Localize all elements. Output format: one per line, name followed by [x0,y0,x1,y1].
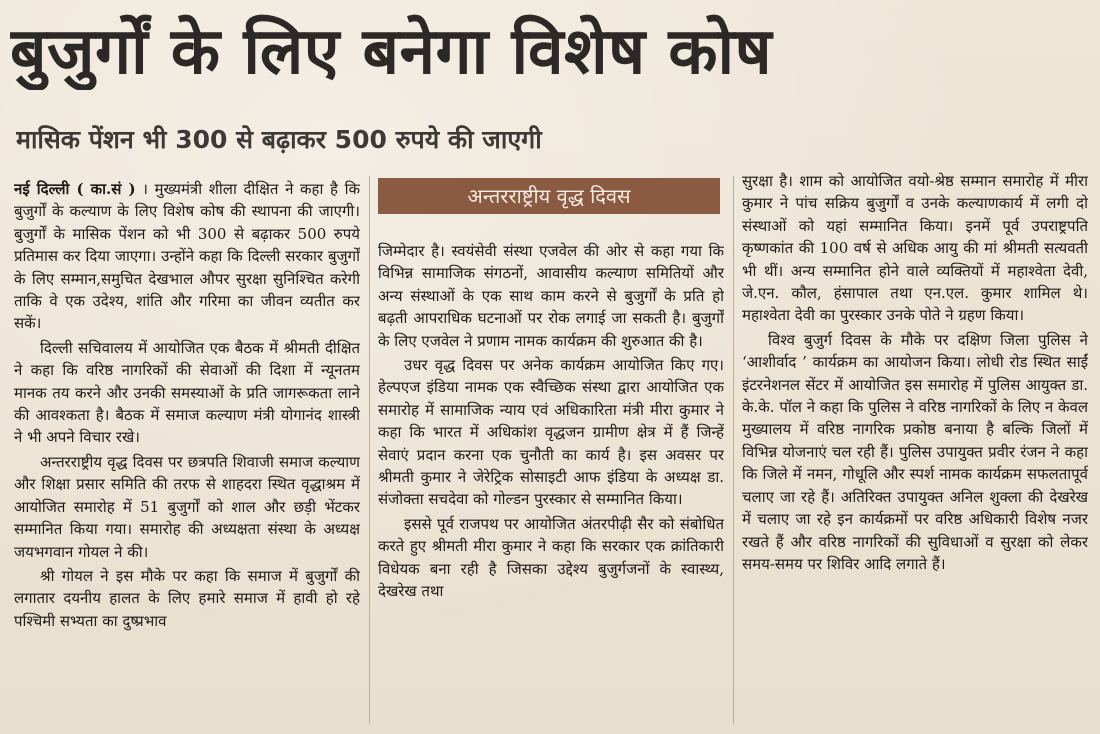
article-paragraph: दिल्ली सचिवालय में आयोजित एक बैठक में श्रीमती दीक्षित ने कहा कि वरिष्ठ नागरिकों की सेवाओं की दिशा में न्यूनतम मानक तय करने और उनकी समस्याओं के प्रति जागरूकता लाने की आवश्कता है। बैठक में समाज कल्याण मंत्री योगानंद शास्त्री ने भी अपने विचार रखे। [14,338,360,447]
subheadline: मासिक पेंशन भी 300 से बढ़ाकर 500 रुपये की जाएगी [16,125,542,154]
column-rule [369,176,370,724]
article-paragraph: नई दिल्ली ( का.सं ) । मुख्यमंत्री शीला दीक्षित ने कहा है कि बुजुर्गों के कल्याण के लिए विशेष कोष की स्थापना की जाएगी। बुजुर्गों के मासिक पेंशन को भी 300 से बढ़ाकर 500 रुपये प्रतिमास कर दिया जाएगा। उन्होंने कहा कि दिल्ली सरकार बुजुर्गों के लिए सम्मान,समुचित देखभाल औपर सुरक्षा सुनिश्चित करेगी ताकि वे एक उदेश्य, शांति और गरिमा का जीवन व्यतीत कर सकें। [14,180,360,333]
section-banner: अन्तरराष्ट्रीय वृद्ध दिवस [378,178,720,214]
article-paragraph: श्री गोयल ने इस मौके पर कहा कि समाज में बुजुर्गों की लगातार दयनीय हालत के लिए हमारे समाज में हावी हो रहे पश्चिमी सभ्यता का दुष्प्रभाव [14,566,360,630]
article-paragraph: इससे पूर्व राजपथ पर आयोजित अंतरपीढ़ी सैर को संबोधित करते हुए श्रीमती मीरा कुमार ने कहा कि सरकार एक क्रांतिकारी विधेयक बना रही है जिसका उद्देश्य बुजुर्गजनों के स्वास्थ्य, देखरेख तथा [378,514,724,601]
article-column-3 [742,170,1088,726]
article-paragraph: सुरक्षा है। शाम को आयोजित वयो-श्रेष्ठ सम्मान समारोह में मीरा कुमार ने पांच सक्रिय बुजुर्गों व उनके कल्याणकार्य में लगी दो संस्थाओं को यहां सम्मानित किया। इनमें पूर्व उपराष्ट्रपति कृष्णकांत की 100 वर्ष से अधिक आयु की मां श्रीमती सत्यवती भी थीं। अन्य सम्मानित होने वाले व्यक्तियों में महाश्वेता देवी, जे.एन. कौल, हंसापाल तथा एन.एल. कुमार शामिल थे। महाश्वेता देवी का पुरस्कार उनके पोते ने ग्रहण किया। [742,172,1088,325]
article-paragraph: अन्तरराष्ट्रीय वृद्ध दिवस पर छत्रपति शिवाजी समाज कल्याण और शिक्षा प्रसार समिति की तरफ से शाहदरा स्थित वृद्धाश्रम में आयोजित समारोह में 51 बुजुर्गों को शाल और छड़ी भेंटकर सम्मानित किया गया। समारोह की अध्यक्षता संस्था के अध्यक्ष जयभगवान गोयल ने की। [14,452,360,561]
article-paragraph: जिम्मेदार है। स्वयंसेवी संस्था एजवेल की ओर से कहा गया कि विभिन्न सामाजिक संगठनों, आवासीय कल्याण समितियों और अन्य संस्थाओं के एक साथ काम करने से बुजुर्गों के प्रति हो बढ़ती आपराधिक घटनाओं पर रोक लगाई जा सकती है। बुजुर्गों के लिए एजवेल ने प्रणाम नामक कार्यक्रम की शुरुआत की है। [378,242,724,350]
article-paragraph: उधर वृद्ध दिवस पर अनेक कार्यक्रम आयोजित किए गए। हेल्पएज इंडिया नामक एक स्वैच्छिक संस्था द्वारा आयोजित एक समारोह में सामाजिक न्याय एवं अधिकारिता मंत्री मीरा कुमार ने कहा कि भारत में अधिकांश वृद्धजन ग्रामीण क्षेत्र में हैं जिन्हें सेवाएं प्रदान करना एक चुनौती का कार्य है। इस अवसर पर श्रीमती कुमार ने जेरेट्रिक सोसाइटी आफ इंडिया के अध्यक्ष डा. संजोक्ता सचदेवा को गोल्डन पुरस्कार से सम्मानित किया। [378,356,724,509]
paragraph-text: मुख्यमंत्री शीला दीक्षित ने कहा है कि बुजुर्गों के कल्याण के लिए विशेष कोष की स्थापना की जाएगी। बुजुर्गों के मासिक पेंशन को भी 300 से बढ़ाकर 500 रुपये प्रतिमास कर दिया जाएगा। उन्होंने कहा कि दिल्ली सरकार बुजुर्गों के लिए सम्मान,समुचित देखभाल औपर सुरक्षा सुनिश्चित करेगी ताकि वे एक उदेश्य, शांति और गरिमा का जीवन व्यतीत कर सकें। [14,180,360,333]
column-rule [733,176,734,724]
headline: बुजुर्गों के लिए बनेगा विशेष कोष [10,15,773,89]
dateline: नई दिल्ली ( का.सं ) [14,180,136,198]
article-column-1 [14,178,360,730]
article-column-2 [378,240,724,730]
article-paragraph: विश्व बुजुर्ग दिवस के मौके पर दक्षिण जिला पुलिस ने ‘आशीर्वाद ’ कार्यक्रम का आयोजन किया। लोधी रोड स्थित साईं इंटरनेशनल सेंटर में आयोजित इस समारोह में पुलिस आयुक्त डा. के.के. पॉल ने कहा कि पुलिस ने वरिष्ठ नागरिकों के लिए न केवल मुख्यालय में वरिष्ठ नागरिक प्रकोष्ठ बनाया है बल्कि जिलों में विभिन्न योजनाएं चल रही हैं। पुलिस उपायुक्त प्रवीर रंजन ने कहा कि जिले में नमन, गोधूलि और स्पर्श नामक कार्यक्रम सफलतापूर्व चलाए जा रहे हैं। अतिरिक्त उपायुक्त अनिल शुक्ला की देखरेख में चलाए जा रहे इन कार्यक्रमों पर वरिष्ठ अधिकारी विशेष नजर रखते हैं और वरिष्ठ नागरिकों की सुविधाओं व सुरक्षा को लेकर समय-समय पर शिविर आदि लगाते हैं। [742,330,1088,573]
